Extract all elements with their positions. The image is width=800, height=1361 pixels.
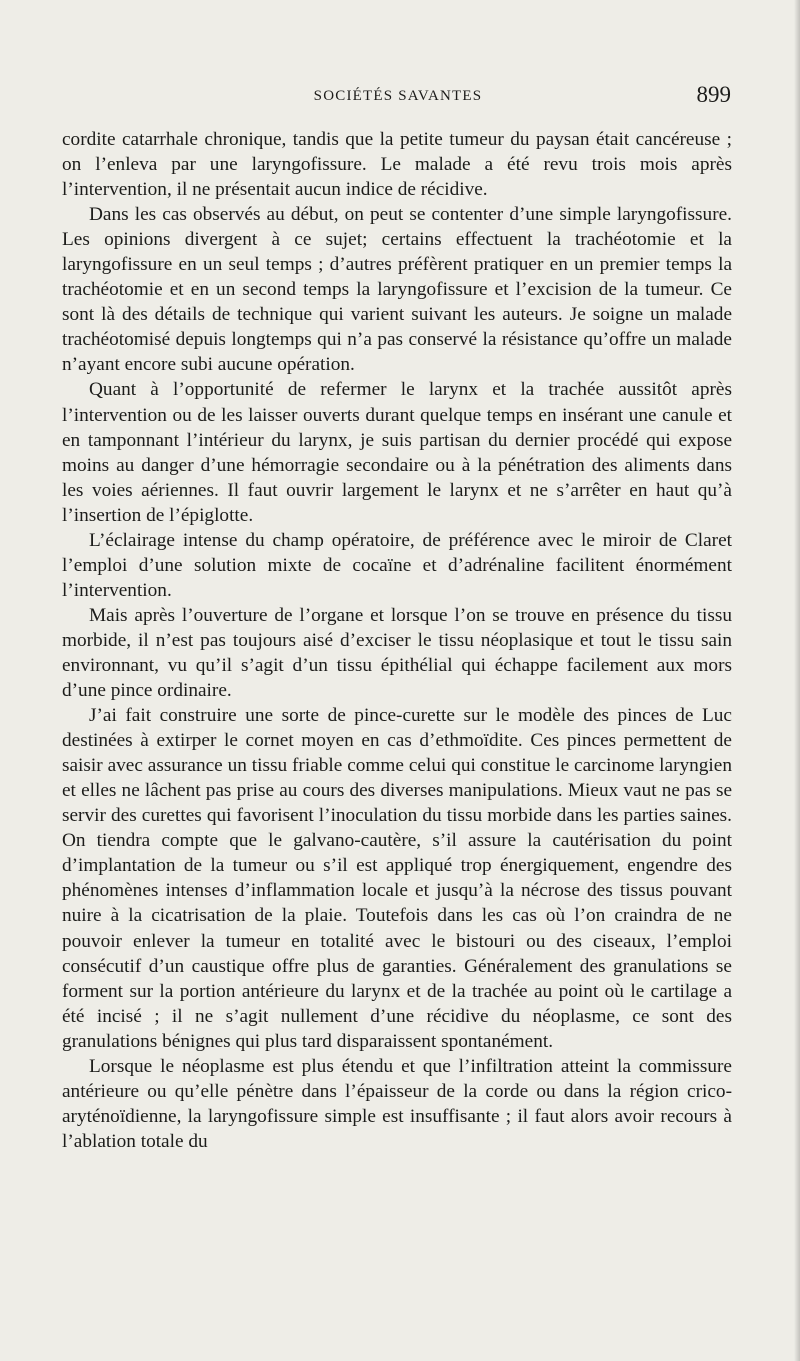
body-text [62,127,732,1154]
paragraph: cordite catarrhale chronique, tandis que la petite tumeur du paysan était cancéreuse ; on l’enleva par une laryngofissure. Le malade a été revu trois mois après l’intervention, il ne présentait aucun indice de récidive. [62,129,732,201]
paragraph: Quant à l’opportunité de refermer le larynx et la trachée aussitôt après l’intervention ou de les laisser ouverts durant quelque temps en insérant une canule et en tamponnant l’intérieur du larynx, je suis partisan du dernier procédé qui expose moins au danger d’une hémorragie secondaire ou à la pénétration des aliments dans les voies aériennes. Il faut ouvrir largement le larynx et ne s’arrêter en haut qu’à l’insertion de l’épiglotte. [62,379,732,526]
paragraph: L’éclairage intense du champ opératoire, de préférence avec le miroir de Claret l’emploi d’une solution mixte de cocaïne et d’adrénaline facilitent énormément l’intervention. [62,529,732,601]
paragraph: Dans les cas observés au début, on peut se contenter d’une simple laryngofissure. Les opinions divergent à ce sujet; certains effectuent la trachéotomie et la laryngofissure en un seul temps ; d’autres préfèrent pratiquer en un premier temps la trachéotomie et en un second temps la laryngofissure et l’excision de la tumeur. Ce sont là des détails de technique qui varient suivant les auteurs. Je soigne un malade trachéotomisé depuis longtemps qui n’a pas conservé la résistance qu’offre un malade n’ayant encore subi aucune opération. [62,204,732,376]
paragraph: Lorsque le néoplasme est plus étendu et que l’infiltration atteint la commissure antérieure ou qu’elle pénètre dans l’épaisseur de la corde ou dans la région crico-aryténoïdienne, la laryngofissure simple est insuffisante ; il faut alors avoir recours à l’ablation totale du [62,1055,732,1152]
page-header [63,82,733,110]
paragraph: Mais après l’ouverture de l’organe et lorsque l’on se trouve en présence du tissu morbide, il n’est pas toujours aisé d’exciser le tissu néoplasique et tout le tissu sain environnant, vu qu’il s’agit d’un tissu épithélial qui échappe facilement aux mors d’une pince ordinaire. [62,604,732,702]
page-number: 899 [696,82,731,107]
running-title: SOCIÉTÉS SAVANTES [313,88,483,104]
paragraph: J’ai fait construire une sorte de pince-curette sur le modèle des pinces de Luc destinées à extirper le cornet moyen en cas d’ethmoïdite. Ces pinces permettent de saisir avec assurance un tissu friable comme celui qui constitue le carcinome laryngien et elles ne lâchent pas prise au cours des diverses manipulations. Mieux vaut ne pas se servir des curettes qui favorisent l’inoculation du tissu morbide dans les parties saines. On tiendra compte que le galvano-cautère, s’il assure la cautérisation du point d’implantation de la tumeur ou s’il est appliqué trop énergiquement, engendre des phénomènes intenses d’inflammation locale et jusqu’à la nécrose des tissus pouvant nuire à la cicatrisation de la plaie. Toutefois dans les cas où l’on craindra de ne pouvoir enlever la tumeur en totalité avec le bistouri ou des ciseaux, l’emploi consécutif d’un caustique offre plus de garanties. Généralement des granulations se forment sur la portion antérieure du larynx et de la trachée au point où le cartilage a été incisé ; il ne s’agit nullement d’une récidive du néoplasme, ce sont des granulations bénignes qui plus tard disparaissent spontanément. [62,705,732,1052]
